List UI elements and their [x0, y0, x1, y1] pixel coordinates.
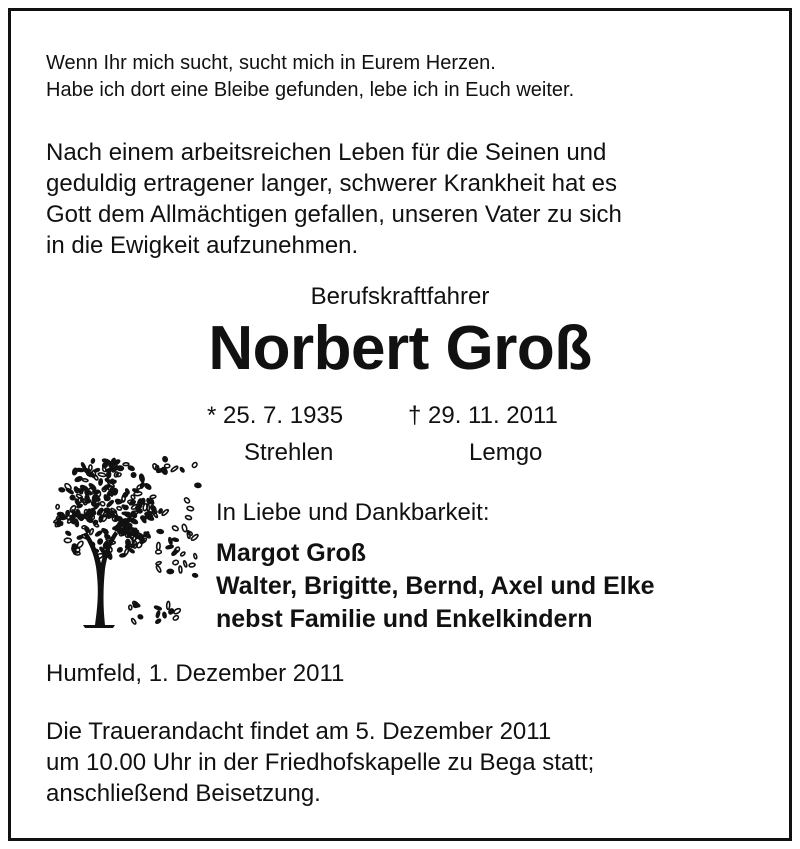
verse-line-1: Wenn Ihr mich sucht, sucht mich in Eurem Herzen. [46, 52, 496, 74]
verse [46, 50, 574, 104]
mourners-list [216, 537, 655, 636]
service-line-3: anschließend Beisetzung. [46, 780, 321, 807]
thanks-line: In Liebe und Dankbarkeit: [216, 499, 490, 526]
mourner-line-2: Walter, Brigitte, Bernd, Axel und Elke [216, 572, 655, 600]
occupation: Berufskraftfahrer [310, 283, 490, 310]
place-date: Humfeld, 1. Dezember 2011 [46, 660, 345, 687]
verse-line-2: Habe ich dort eine Bleibe gefunden, lebe ich in Euch weiter. [46, 79, 575, 101]
intro-line-1: Nach einem arbeitsreichen Leben für die Seinen und [46, 139, 607, 166]
service-line-1: Die Trauerandacht findet am 5. Dezember 2011 [46, 718, 552, 745]
windswept-tree-icon [43, 439, 203, 629]
intro-line-2: geduldig ertragener langer, schwerer Krankheit hat es [46, 170, 618, 197]
obituary-notice [8, 8, 792, 841]
intro-line-3: Gott dem Allmächtigen gefallen, unseren Vater zu sich [46, 201, 622, 228]
service-info [46, 716, 594, 809]
mourner-line-3: nebst Familie und Enkelkindern [216, 605, 593, 633]
intro-line-4: in die Ewigkeit aufzunehmen. [46, 232, 359, 259]
deceased-name: Norbert Groß [208, 314, 592, 383]
service-line-2: um 10.00 Uhr in der Friedhofskapelle zu Bega statt; [46, 749, 595, 776]
death-date: † 29. 11. 2011 [408, 402, 558, 429]
intro-text [46, 137, 622, 261]
death-place: Lemgo [469, 439, 543, 466]
birth-place: Strehlen [244, 439, 334, 466]
birth-date: * 25. 7. 1935 [207, 402, 344, 429]
mourner-line-1: Margot Groß [216, 539, 366, 567]
